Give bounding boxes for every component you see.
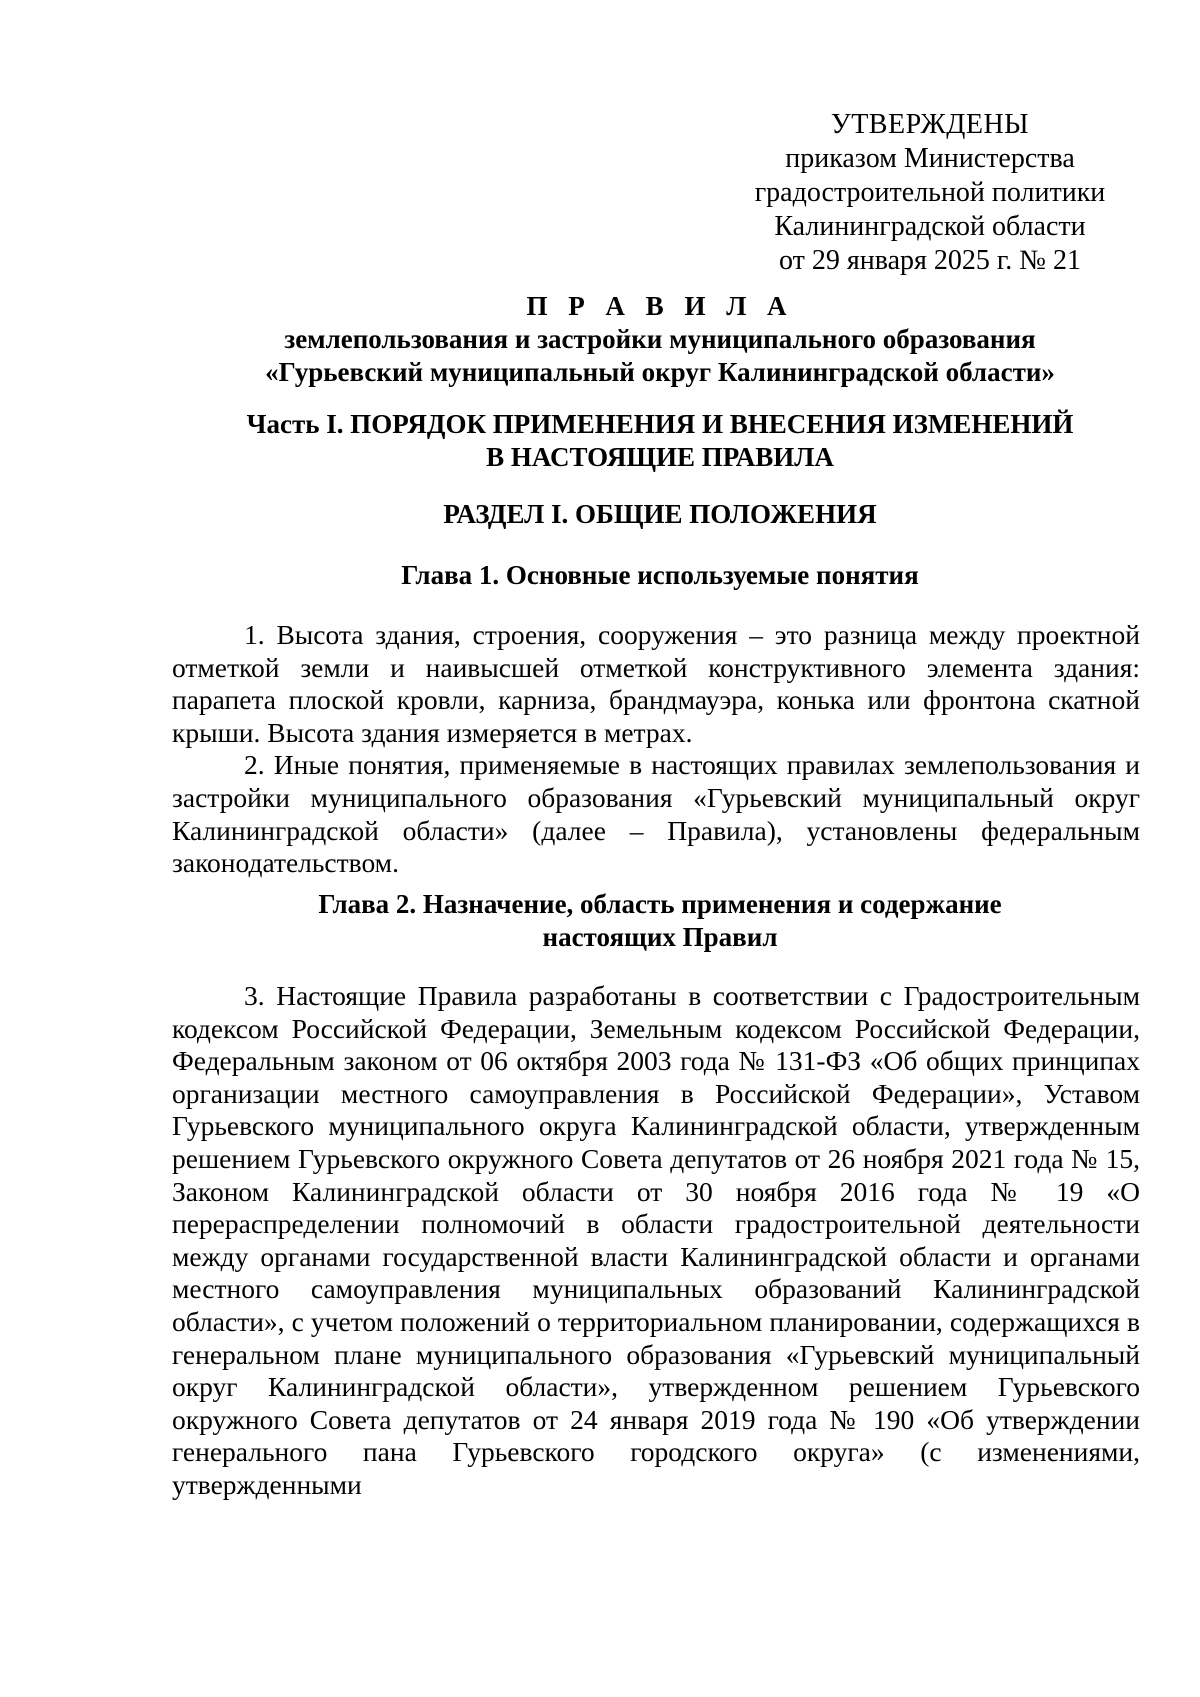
chapter2-heading	[170, 888, 1150, 954]
approval-line: приказом Министерства	[785, 143, 1075, 174]
chapter1-body	[172, 619, 1140, 880]
chapter1-heading-text: Глава 1. Основные используемые понятия	[401, 560, 919, 590]
paragraph-2: 2. Иные понятия, применяемые в настоящих правилах землепользования и застройки муниципального образования «Гурьевский муниципальный округ Калининградской области» (далее – Правила), установлены федеральным законодательством.	[172, 749, 1140, 879]
section-heading-text: РАЗДЕЛ I. ОБЩИЕ ПОЛОЖЕНИЯ	[443, 499, 877, 529]
rules-title-word: П Р А В И Л А	[526, 291, 794, 321]
chapter1-heading	[170, 559, 1150, 592]
approval-title: УТВЕРЖДЕНЫ	[830, 109, 1030, 140]
rules-title	[170, 290, 1150, 389]
part-heading-line: В НАСТОЯЩИЕ ПРАВИЛА	[486, 442, 834, 472]
approval-date: от 29 января 2025 г. № 21	[779, 245, 1081, 276]
approval-block	[740, 108, 1120, 278]
approval-line: градостроительной политики	[754, 177, 1106, 208]
rules-title-line: «Гурьевский муниципальный округ Калининградской области»	[265, 357, 1055, 387]
chapter2-heading-line: Глава 2. Назначение, область применения и содержание	[318, 889, 1002, 919]
section-heading	[170, 498, 1150, 531]
part-heading	[170, 408, 1150, 474]
paragraph-3: 3. Настоящие Правила разработаны в соответствии с Градостроительным кодексом Российской Федерации, Земельным кодексом Российской Федерации, Федеральным законом от 06 октября 2003 года № 131-ФЗ «Об общих принципах организации местного самоуправления в Российской Федерации», Уставом Гурьевского муниципального округа Калининградской области, утвержденным решением Гурьевского окружного Совета депутатов от 26 ноября 2021 года № 15, Законом Калининградской области от 30 ноября 2016 года № 19 «О перераспределении полномочий в области градостроительной деятельности между органами государственной власти Калининградской области и органами местного самоуправления муниципальных образований Калининградской области», с учетом положений о территориальном планировании, содержащихся в генеральном плане муниципального образования «Гурьевский муниципальный округ Калининградской области», утвержденном решением Гурьевского окружного Совета депутатов от 24 января 2019 года № 190 «Об утверждении генерального пана Гурьевского городского округа» (с изменениями, утвержденными	[172, 980, 1140, 1500]
paragraph-1: 1. Высота здания, строения, сооружения – это разница между проектной отметкой земли и наивысшей отметкой конструктивного элемента здания: парапета плоской кровли, карниза, брандмауэра, конька или фронтона скатной крыши. Высота здания измеряется в метрах.	[172, 619, 1140, 748]
chapter2-body	[172, 980, 1140, 1502]
approval-line: Калининградской области	[774, 211, 1086, 242]
part-heading-line: Часть I. ПОРЯДОК ПРИМЕНЕНИЯ И ВНЕСЕНИЯ ИЗМЕНЕНИЙ	[246, 409, 1074, 439]
rules-title-line: землепользования и застройки муниципального образования	[284, 324, 1036, 354]
chapter2-heading-line: настоящих Правил	[542, 922, 778, 952]
